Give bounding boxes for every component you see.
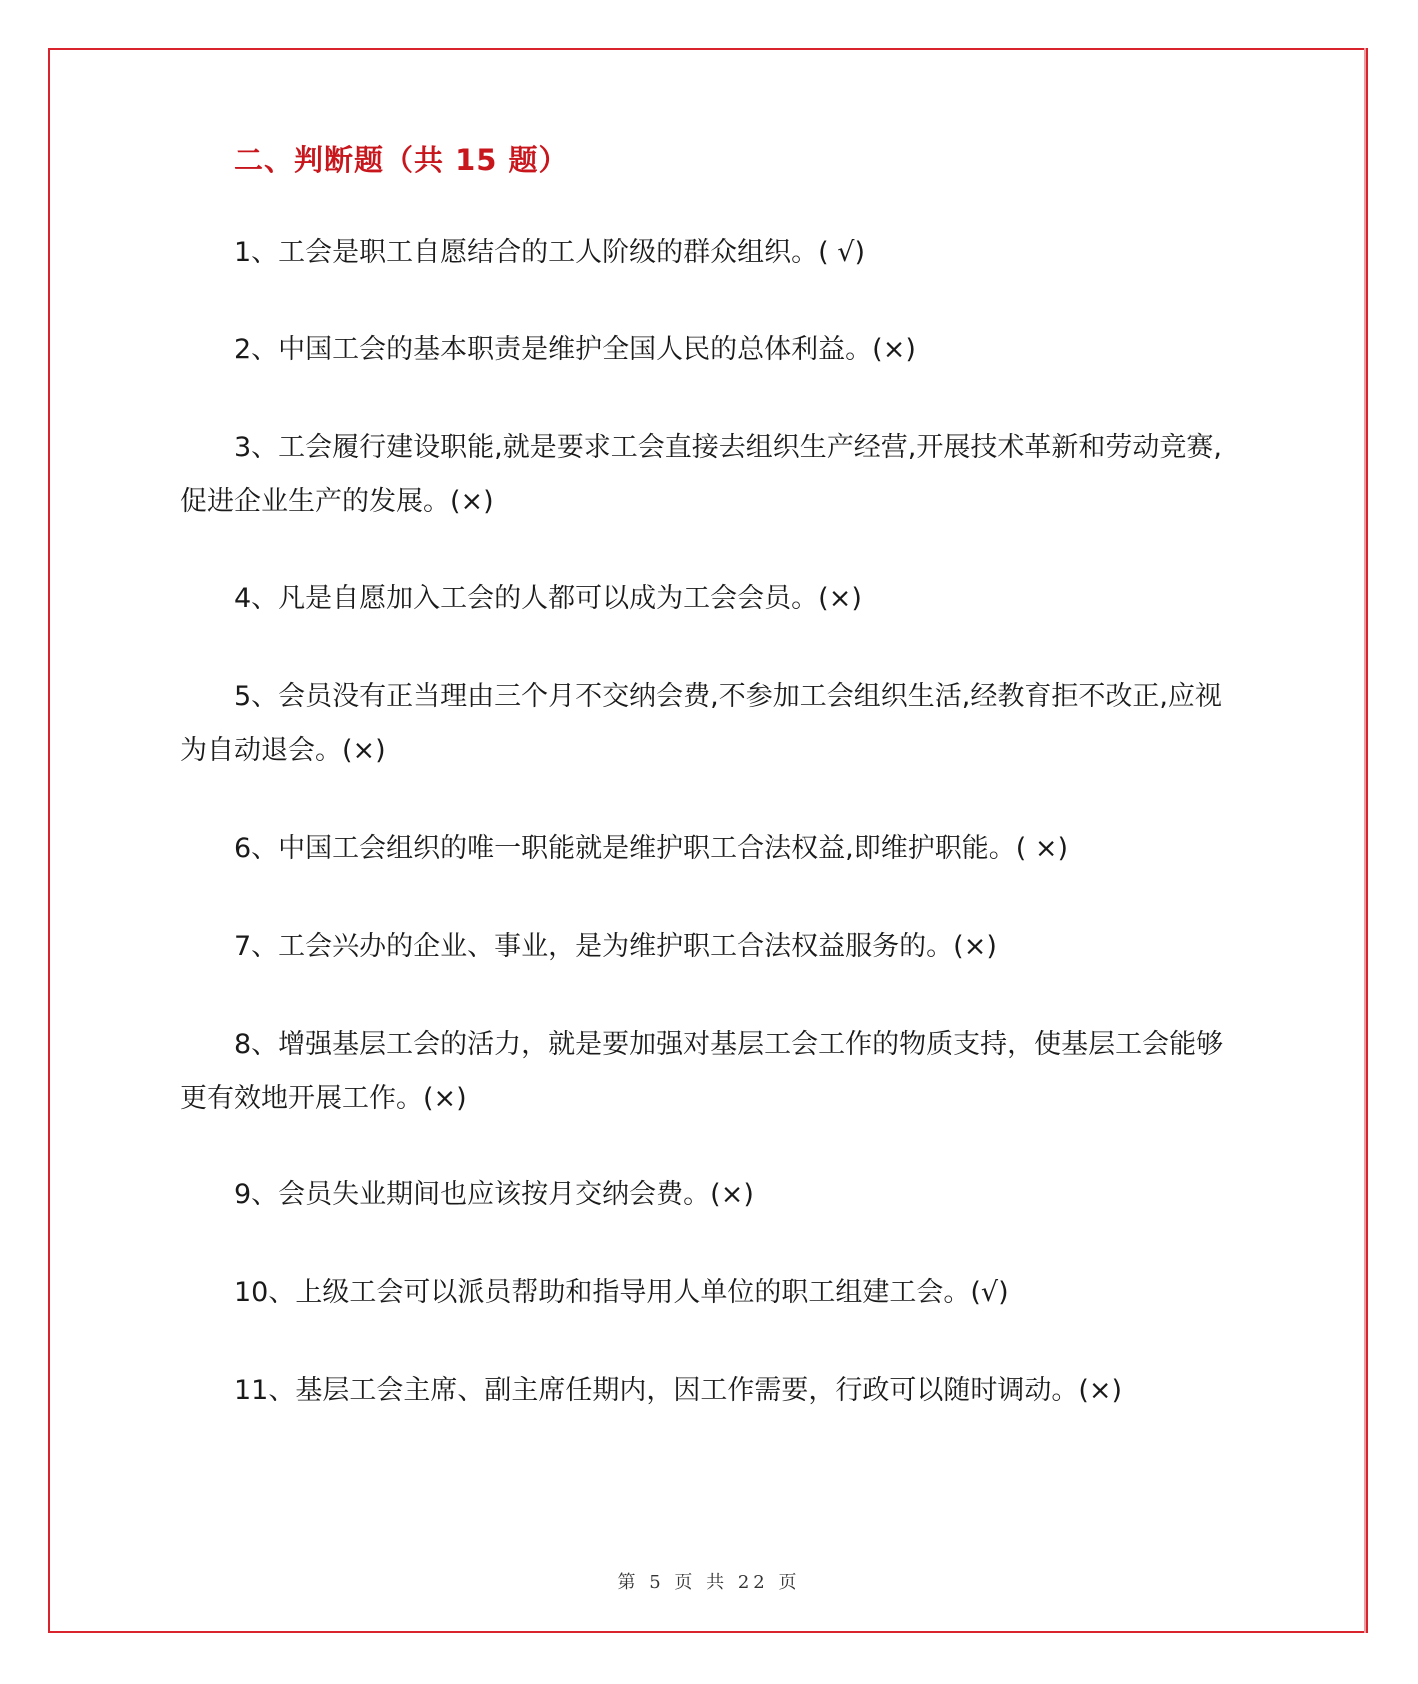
- question-item: 6、中国工会组织的唯一职能就是维护职工合法权益,即维护职能。( ×): [234, 833, 1069, 864]
- question-item: 1、工会是职工自愿结合的工人阶级的群众组织。( √): [234, 237, 866, 268]
- question-item: 2、中国工会的基本职责是维护全国人民的总体利益。(×): [234, 334, 916, 365]
- question-item: 11、基层工会主席、副主席任期内，因工作需要，行政可以随时调动。(×): [234, 1375, 1123, 1406]
- question-item: 9、会员失业期间也应该按月交纳会费。(×): [234, 1179, 754, 1210]
- page-number-footer: 第 5 页 共 22 页: [617, 1572, 801, 1593]
- question-item: 5、会员没有正当理由三个月不交纳会费,不参加工会组织生活,经教育拒不改正,应视为自动退会。(×): [180, 681, 1222, 766]
- page-border-shadow: [1364, 48, 1366, 1633]
- question-item: 7、工会兴办的企业、事业，是为维护职工合法权益服务的。(×): [234, 931, 997, 962]
- section-title: 二、判断题（共 15 题）: [234, 143, 569, 177]
- question-item: 3、工会履行建设职能,就是要求工会直接去组织生产经营,开展技术革新和劳动竞赛,促进企业生产的发展。(×): [180, 432, 1222, 517]
- question-item: 8、增强基层工会的活力，就是要加强对基层工会工作的物质支持，使基层工会能够更有效地开展工作。(×): [180, 1029, 1224, 1114]
- question-item: 10、上级工会可以派员帮助和指导用人单位的职工组建工会。(√): [234, 1277, 1009, 1308]
- question-item: 4、凡是自愿加入工会的人都可以成为工会会员。(×): [234, 583, 862, 614]
